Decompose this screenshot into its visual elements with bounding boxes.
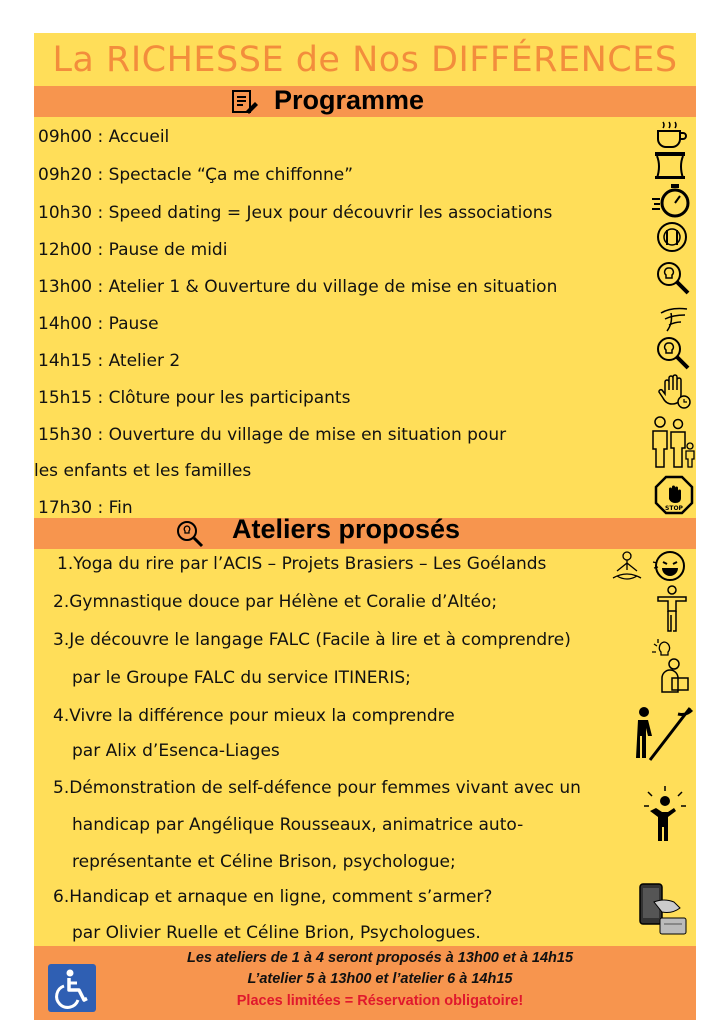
programme-band	[34, 86, 696, 117]
schedule-item: 09h20 : Spectacle “Ça me chiffonne”	[38, 165, 354, 185]
family-icon	[648, 415, 696, 473]
theater-stage-icon	[653, 150, 687, 184]
hand-clock-icon	[657, 372, 693, 414]
footer-schedule-note: L’atelier 5 à 13h00 et l’atelier 6 à 14h15	[247, 971, 513, 987]
schedule-item: 09h00 : Accueil	[38, 127, 170, 147]
atelier-item-continuation: par Alix d’Esenca-Liages	[72, 741, 280, 761]
yoga-meditation-icon	[607, 550, 647, 588]
schedule-item-continuation: les enfants et les familles	[34, 461, 252, 481]
magnifier-lightbulb-icon	[176, 520, 204, 552]
stretching-person-icon	[656, 585, 688, 639]
atelier-item: 2.Gymnastique douce par Hélène et Coralie d’Altéo;	[53, 592, 498, 612]
footer-schedule-note: Les ateliers de 1 à 4 seront proposés à 13h00 et à 14h15	[186, 950, 574, 966]
pause-hand-icon	[657, 303, 691, 337]
reservation-warning: Places limitées = Réservation obligatoire!	[236, 993, 524, 1009]
magnifier-lightbulb-icon	[655, 335, 691, 375]
person-idea-icon	[650, 638, 692, 700]
phone-laptop-scam-icon	[636, 880, 692, 944]
atelier-item: 6.Handicap et arnaque en ligne, comment s’armer?	[53, 887, 493, 907]
atelier-item: 4.Vivre la différence pour mieux la comprendre	[53, 706, 455, 726]
atelier-item: 3.Je découvre le langage FALC (Facile à lire et à comprendre)	[53, 630, 571, 650]
atelier-item-continuation: par Olivier Ruelle et Céline Brion, Psychologues.	[72, 923, 481, 943]
schedule-item: 15h15 : Clôture pour les participants	[38, 388, 351, 408]
stopwatch-icon	[650, 183, 690, 223]
laughing-face-icon	[651, 548, 687, 588]
programme-heading: Programme	[274, 85, 425, 115]
atelier-item-continuation: représentante et Céline Brison, psychologue;	[72, 852, 456, 872]
svg-text:STOP: STOP	[665, 505, 683, 512]
ateliers-heading: Ateliers proposés	[232, 514, 461, 544]
self-defence-person-icon	[642, 786, 688, 846]
person-with-cane-icon	[630, 704, 694, 768]
document-pen-icon	[231, 89, 259, 119]
ateliers-band	[34, 514, 696, 549]
schedule-item: 12h00 : Pause de midi	[38, 240, 228, 260]
stop-sign-icon	[654, 475, 694, 519]
schedule-item: 10h30 : Speed dating = Jeux pour découvrir les associations	[38, 203, 553, 223]
coffee-cup-icon	[653, 120, 687, 154]
poster-title: La RICHESSE de Nos DIFFÉRENCES	[52, 40, 678, 80]
schedule-item: 15h30 : Ouverture du village de mise en situation pour	[38, 425, 507, 445]
schedule-item: 14h00 : Pause	[38, 314, 159, 334]
atelier-item-continuation: handicap par Angélique Rousseaux, animatrice auto-	[72, 815, 524, 835]
plate-fork-knife-icon	[655, 220, 689, 258]
atelier-item: 1.Yoga du rire par l’ACIS – Projets Brasiers – Les Goélands	[57, 554, 547, 574]
schedule-item: 17h30 : Fin	[38, 498, 133, 518]
schedule-item: 14h15 : Atelier 2	[38, 351, 181, 371]
schedule-item: 13h00 : Atelier 1 & Ouverture du village de mise en situation	[38, 277, 558, 297]
atelier-item: 5.Démonstration de self-défence pour femmes vivant avec un	[53, 778, 581, 798]
atelier-item-continuation: par le Groupe FALC du service ITINERIS;	[72, 668, 411, 688]
magnifier-lightbulb-icon	[655, 260, 691, 300]
wheelchair-accessibility-icon	[48, 964, 96, 1012]
